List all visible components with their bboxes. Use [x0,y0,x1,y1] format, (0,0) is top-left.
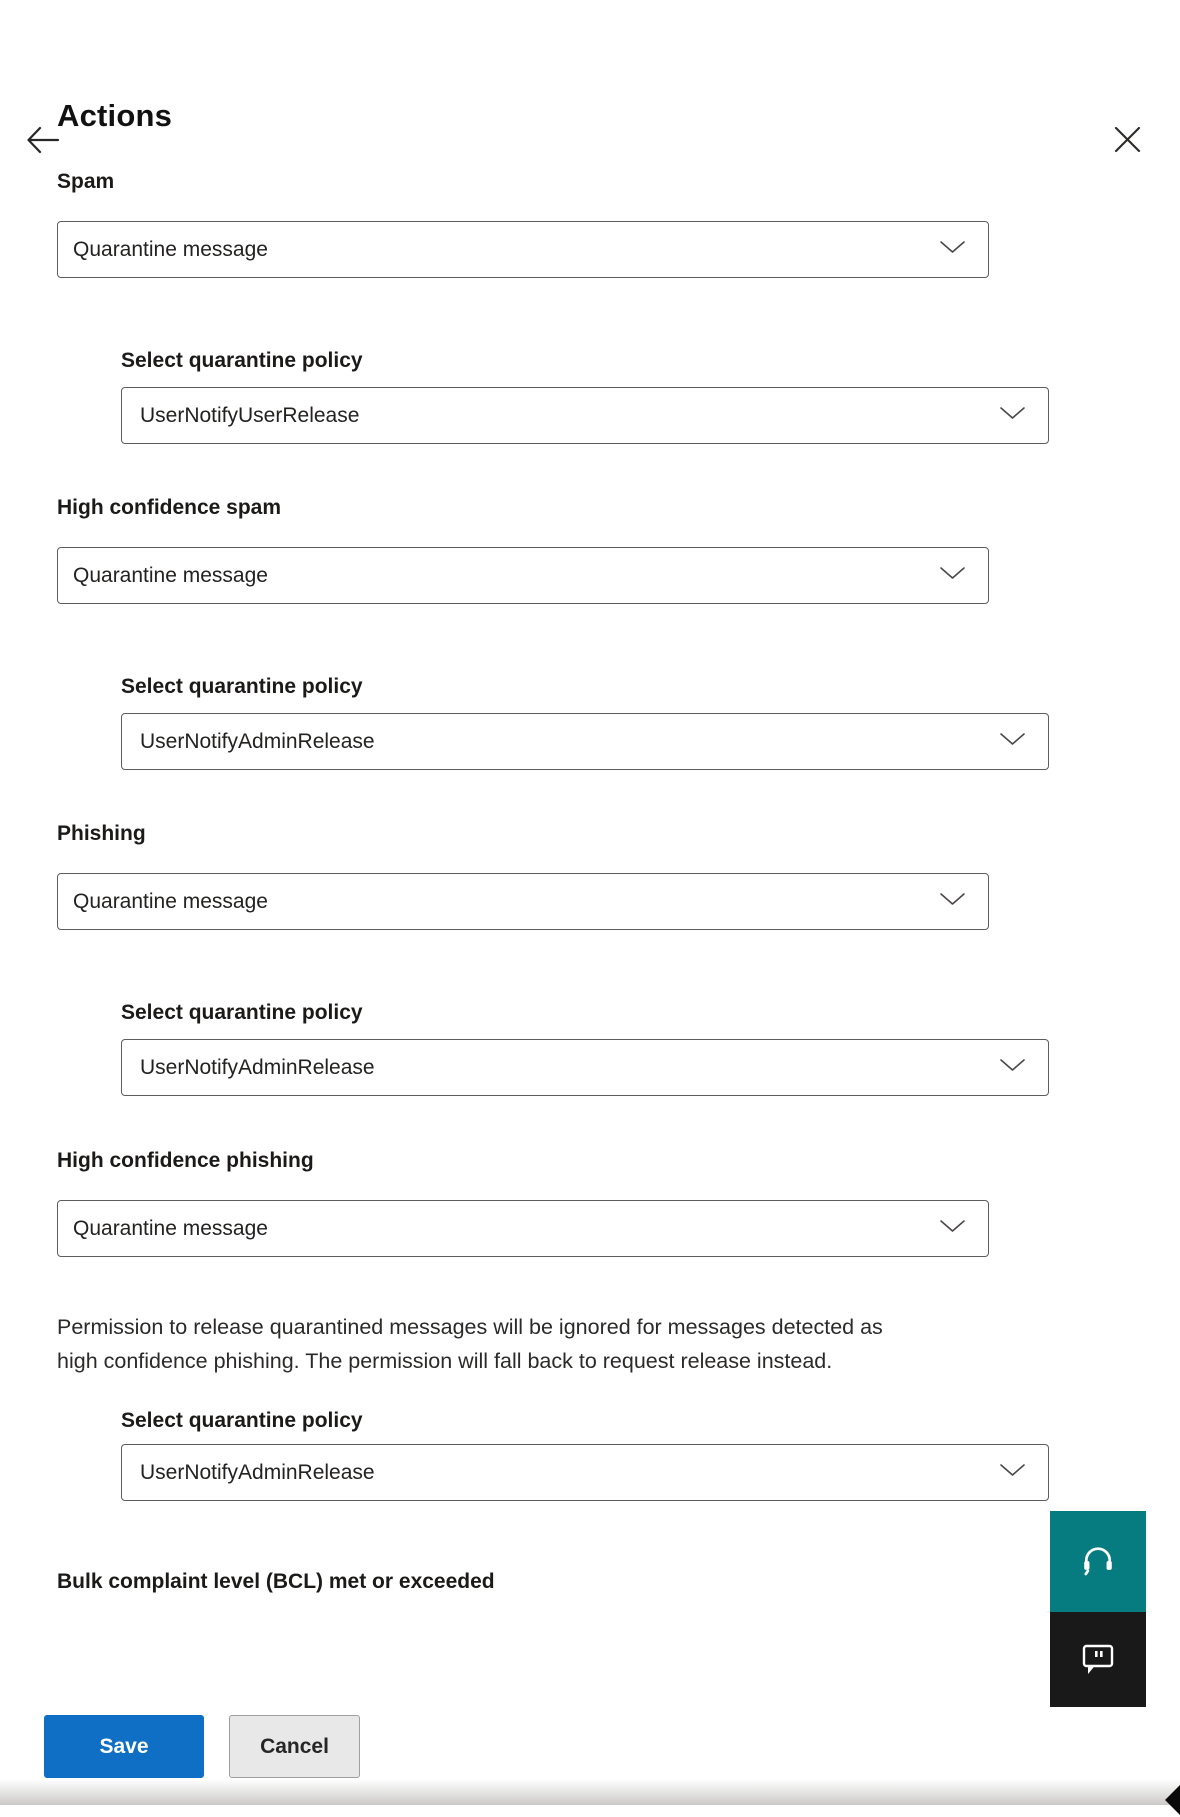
spam-quarantine-policy-dropdown[interactable] [121,387,1049,444]
high-confidence-spam-action-dropdown[interactable] [57,547,989,604]
high-confidence-phishing-note [57,1310,1180,1378]
high-confidence-phishing-policy-value: UserNotifyAdminRelease [140,1460,375,1484]
spam-label: Spam [57,170,115,193]
chevron-down-icon [999,1463,1026,1482]
phishing-policy-label: Select quarantine policy [121,1001,363,1024]
phishing-quarantine-policy-dropdown[interactable] [121,1039,1049,1096]
chat-bubble-icon [1080,1643,1116,1677]
footer-bar [0,1683,1180,1805]
phishing-action-dropdown[interactable] [57,873,989,930]
spam-policy-label: Select quarantine policy [121,349,363,372]
page-title: Actions [57,98,173,133]
phishing-label: Phishing [57,822,146,845]
phishing-policy-value: UserNotifyAdminRelease [140,1055,375,1079]
chevron-down-icon [999,406,1026,425]
high-confidence-phishing-quarantine-policy-dropdown[interactable] [121,1444,1049,1501]
chevron-down-icon [999,732,1026,751]
cancel-button[interactable]: Cancel [229,1715,360,1778]
feedback-button[interactable] [1050,1612,1146,1707]
high-confidence-spam-action-value: Quarantine message [73,563,268,587]
close-icon [1114,141,1141,156]
high-confidence-spam-policy-value: UserNotifyAdminRelease [140,729,375,753]
spam-policy-value: UserNotifyUserRelease [140,403,360,427]
high-confidence-phishing-label: High confidence phishing [57,1149,314,1172]
close-button[interactable] [1114,126,1141,153]
high-confidence-phishing-action-value: Quarantine message [73,1216,268,1240]
save-button[interactable]: Save [44,1715,204,1778]
spam-action-value: Quarantine message [73,237,268,261]
note-line: high confidence phishing. The permission will fall back to request release instead. [57,1349,833,1373]
actions-panel [0,95,1180,1596]
high-confidence-spam-policy-label: Select quarantine policy [121,675,363,698]
chevron-down-icon [939,1219,966,1238]
support-button[interactable] [1050,1511,1146,1612]
arrow-left-icon [25,144,61,159]
high-confidence-phishing-action-dropdown[interactable] [57,1200,989,1257]
chevron-down-icon [939,566,966,585]
spam-action-dropdown[interactable] [57,221,989,278]
note-line: Permission to release quarantined messages will be ignored for messages detected as [57,1315,883,1339]
chevron-down-icon [999,1058,1026,1077]
chevron-down-icon [939,240,966,259]
high-confidence-phishing-policy-label: Select quarantine policy [121,1409,363,1432]
phishing-action-value: Quarantine message [73,889,268,913]
chevron-down-icon [939,892,966,911]
high-confidence-spam-quarantine-policy-dropdown[interactable] [121,713,1049,770]
bulk-complaint-level-label: Bulk complaint level (BCL) met or exceeded [57,1570,495,1593]
headset-icon [1079,1543,1117,1581]
back-button[interactable] [25,124,61,156]
high-confidence-spam-label: High confidence spam [57,496,282,519]
